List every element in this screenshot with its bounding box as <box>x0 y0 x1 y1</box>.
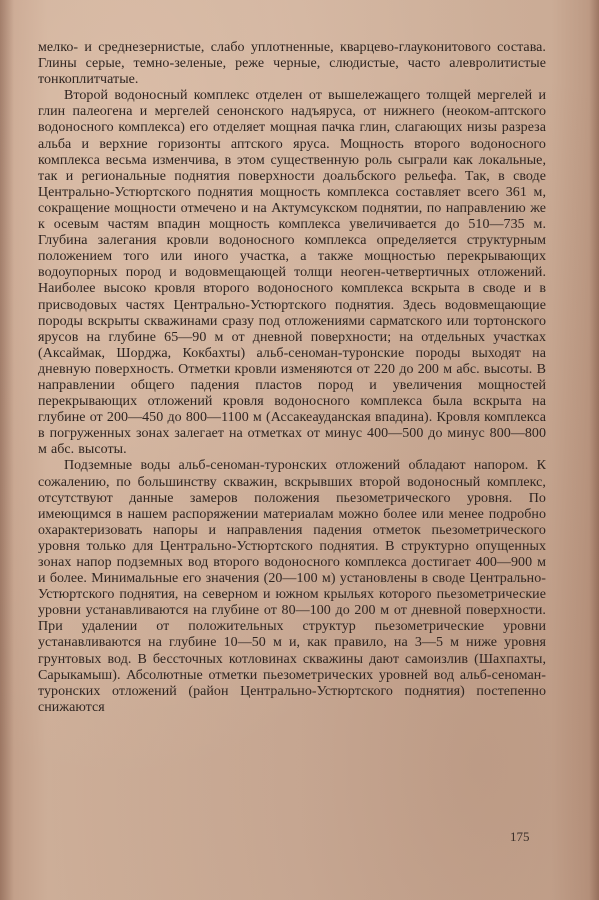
paragraph-continuation: мелко- и среднезернистые, слабо уплотненные, кварцево-глауконитового состава. Глины серые, темно-зеленые, реже черные, слюдистые, часто алевролитистые тонкоплитчатые. <box>38 40 546 88</box>
page-edge-left <box>0 0 14 900</box>
paragraph-groundwater-pressure: Подземные воды альб-сеноман-туронских отложений обладают напором. К сожалению, по большинству скважин, вскрывших второй водоносный комплекс, отсутствуют данные замеров положения пьезометрического уровня. По имеющимся в нашем распоряжении материалам можно более или менее подробно охарактеризовать напоры и направления падения отметок пьезометрического уровня только для Центрально-Устюртского поднятия. В структурно опущенных зонах напор подземных вод второго водоносного комплекса достигает 400—900 м и более. Минимальные его значения (20—100 м) установлены в своде Центрально-Устюртского поднятия, на северном и южном крыльях которого пьезометрические уровни устанавливаются на глубине от 80—100 до 200 м от дневной поверхности. При удалении от положительных структур пьезометрические уровни устанавливаются на глубине 10—50 м и, как правило, на 3—5 м ниже уровня грунтовых вод. В бессточных котловинах скважины дают самоизлив (Шахпахты, Сарыкамыш). Абсолютные отметки пьезометрических уровней вод альб-сеноман-туронских отложений (район Центрально-Устюртского поднятия) постепенно снижаются <box>38 458 546 715</box>
page-edge-right <box>589 0 599 900</box>
paragraph-second-aquifer: Второй водоносный комплекс отделен от вышележащего толщей мергелей и глин палеогена и мергелей сенонского надъяруса, от нижнего (неоком-аптского водоносного комплекса) его отделяет мощная пачка глин, слагающих низы разреза альба и верхние горизонты аптского яруса. Мощность второго водоносного комплекса весьма изменчива, в этом существенную роль сыграли как локальные, так и региональные поднятия поверхности доальбского рельефа. Так, в своде Центрально-Устюртского поднятия мощность комплекса составляет всего 361 м, сокращение мощности отмечено и на Актумсукском поднятии, по направлению же к осевым частям впадин мощность комплекса увеличивается до 510—735 м. Глубина залегания кровли водоносного комплекса определяется структурным положением того или иного участка, а также мощностью перекрывающих водоупорных пород и водовмещающей толщи неоген-четвертичных отложений. Наиболее высоко кровля второго водоносного комплекса вскрыта в своде и в присводовых частях Центрально-Устюртского поднятия. Здесь водовмещающие породы вскрыты скважинами сразу под отложениями сарматского или тортонского ярусов на глубине 65—90 м от дневной поверхности; на отдельных участках (Аксаймак, Шорджа, Кокбахты) альб-сеноман-туронские породы выходят на дневную поверхность. Отметки кровли изменяются от 220 до 200 м абс. высоты. В направлении общего падения пластов пород и увеличения мощностей перекрывающих отложений кровля водоносного комплекса была вскрыта на глубине от 200—450 до 800—1100 м (Ассакеауданская впадина). Кровля комплекса в погруженных зонах залегает на отметках от минус 400—500 до минус 800—800 м абс. высоты. <box>38 88 546 458</box>
book-page <box>38 40 546 716</box>
body-text <box>38 40 546 716</box>
page-number: 175 <box>510 829 530 844</box>
